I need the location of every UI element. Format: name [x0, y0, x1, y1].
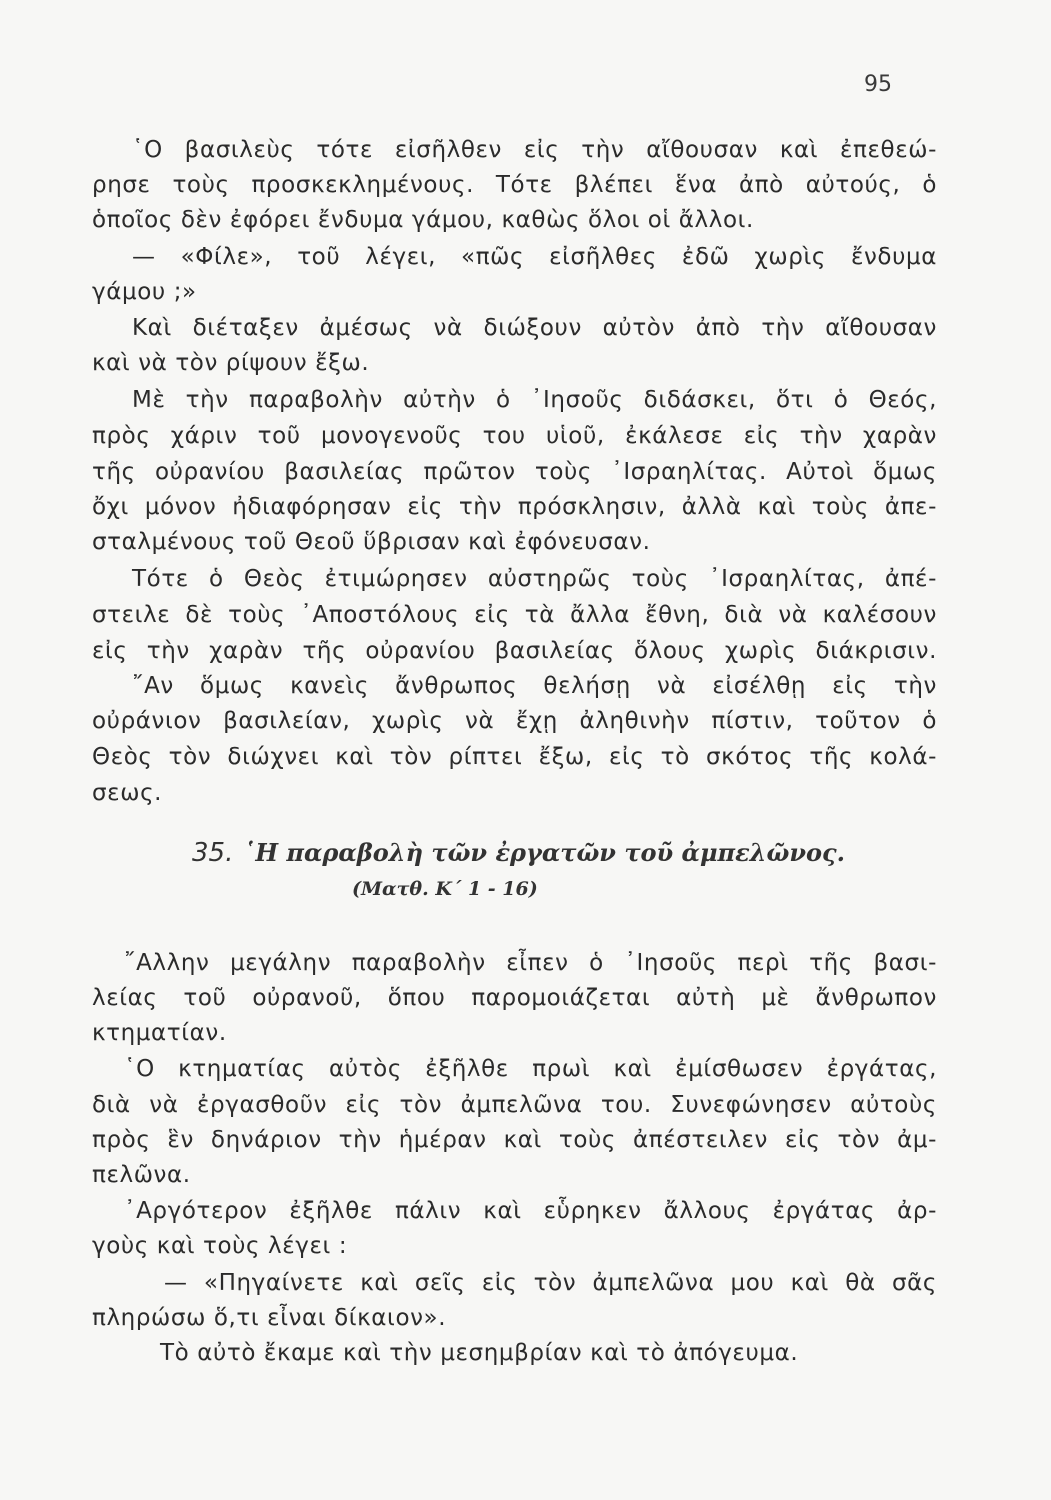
text-line: κτηματίαν.	[92, 1020, 227, 1046]
text-line: σεως.	[92, 780, 163, 806]
page-number: 95	[864, 72, 892, 97]
text-line: στειλε δὲ τοὺς ᾿Αποστόλους εἰς τὰ ἄλλα ἔθνη, διὰ νὰ καλέσουν	[92, 602, 937, 628]
text-line: πρὸς ἓν δηνάριον τὴν ἡμέραν καὶ τοὺς ἀπέστειλεν εἰς τὸν ἀμ-	[92, 1127, 937, 1153]
section-heading	[192, 838, 845, 868]
text-line: λείας τοῦ οὐρανοῦ, ὅπου παρομοιάζεται αὐτὴ μὲ ἄνθρωπον	[92, 985, 937, 1011]
text-line: Καὶ διέταξεν ἀμέσως νὰ διώξουν αὐτὸν ἀπὸ τὴν αἴθουσαν	[132, 315, 937, 341]
text-line: ῾Ο βασιλεὺς τότε εἰσῆλθεν εἰς τὴν αἴθουσαν καὶ ἐπεθεώ-	[132, 137, 937, 163]
text-line: Τότε ὁ Θεὸς ἐτιμώρησεν αὐστηρῶς τοὺς ᾿Ισραηλίτας, ἀπέ-	[132, 566, 937, 592]
text-line: οὐράνιον βασιλείαν, χωρὶς νὰ ἔχῃ ἀληθινὴν πίστιν, τοῦτον ὁ	[92, 708, 937, 734]
text-line: σταλμένους τοῦ Θεοῦ ὕβρισαν καὶ ἐφόνευσαν.	[92, 529, 651, 555]
text-line: Θεὸς τὸν διώχνει καὶ τὸν ρίπτει ἔξω, εἰς τὸ σκότος τῆς κολά-	[92, 744, 937, 770]
text-line: γάμου ;»	[92, 279, 197, 305]
text-line: ᾿Αργότερον ἐξῆλθε πάλιν καὶ εὗρηκεν ἄλλους ἐργάτας ἀρ-	[124, 1198, 937, 1224]
text-line: Μὲ τὴν παραβολὴν αὐτὴν ὁ ᾿Ιησοῦς διδάσκει, ὅτι ὁ Θεός,	[132, 387, 937, 413]
text-line: ὄχι μόνον ἠδιαφόρησαν εἰς τὴν πρόσκλησιν, ἀλλὰ καὶ τοὺς ἀπε-	[92, 494, 937, 520]
text-line: καὶ νὰ τὸν ρίψουν ἔξω.	[92, 350, 370, 376]
section-number: 35.	[192, 838, 234, 868]
text-line: ρησε τοὺς προσκεκλημένους. Τότε βλέπει ἕνα ἀπὸ αὐτούς, ὁ	[92, 172, 937, 198]
text-line: διὰ νὰ ἐργασθοῦν εἰς τὸν ἀμπελῶνα του. Συνεφώνησεν αὐτοὺς	[92, 1092, 937, 1118]
text-line: πελῶνα.	[92, 1162, 191, 1188]
text-line: εἰς τὴν χαρὰν τῆς οὐρανίου βασιλείας ὅλους χωρὶς διάκρισιν.	[92, 638, 937, 664]
scripture-reference: (Ματθ. Κ΄ 1 - 16)	[352, 878, 538, 900]
text-line: Τὸ αὐτὸ ἔκαμε καὶ τὴν μεσημβρίαν καὶ τὸ ἀπόγευμα.	[160, 1340, 799, 1366]
text-line: πληρώσω ὅ,τι εἶναι δίκαιον».	[92, 1305, 447, 1331]
text-line: ὁποῖος δὲν ἐφόρει ἔνδυμα γάμου, καθὼς ὅλοι οἱ ἄλλοι.	[92, 207, 754, 233]
text-line: — «Πηγαίνετε καὶ σεῖς εἰς τὸν ἀμπελῶνα μου καὶ θὰ σᾶς	[164, 1270, 937, 1296]
text-line: πρὸς χάριν τοῦ μονογενοῦς του υἱοῦ, ἐκάλεσε εἰς τὴν χαρὰν	[92, 423, 937, 449]
section-title: ῾Η παραβολὴ τῶν ἐργατῶν τοῦ ἀμπελῶνος.	[243, 838, 845, 867]
text-line: ῎Αν ὅμως κανεὶς ἄνθρωπος θελήσῃ νὰ εἰσέλθῃ εἰς τὴν	[132, 673, 937, 699]
text-line: — «Φίλε», τοῦ λέγει, «πῶς εἰσῆλθες ἐδῶ χωρὶς ἔνδυμα	[132, 244, 937, 270]
text-line: ῾Ο κτηματίας αὐτὸς ἐξῆλθε πρωὶ καὶ ἐμίσθωσεν ἐργάτας,	[124, 1056, 937, 1082]
text-line: τῆς οὐρανίου βασιλείας πρῶτον τοὺς ᾿Ισραηλίτας. Αὐτοὶ ὅμως	[92, 459, 937, 485]
text-line: γοὺς καὶ τοὺς λέγει :	[92, 1233, 348, 1259]
text-line: ῎Αλλην μεγάλην παραβολὴν εἶπεν ὁ ᾿Ιησοῦς περὶ τῆς βασι-	[124, 950, 937, 976]
